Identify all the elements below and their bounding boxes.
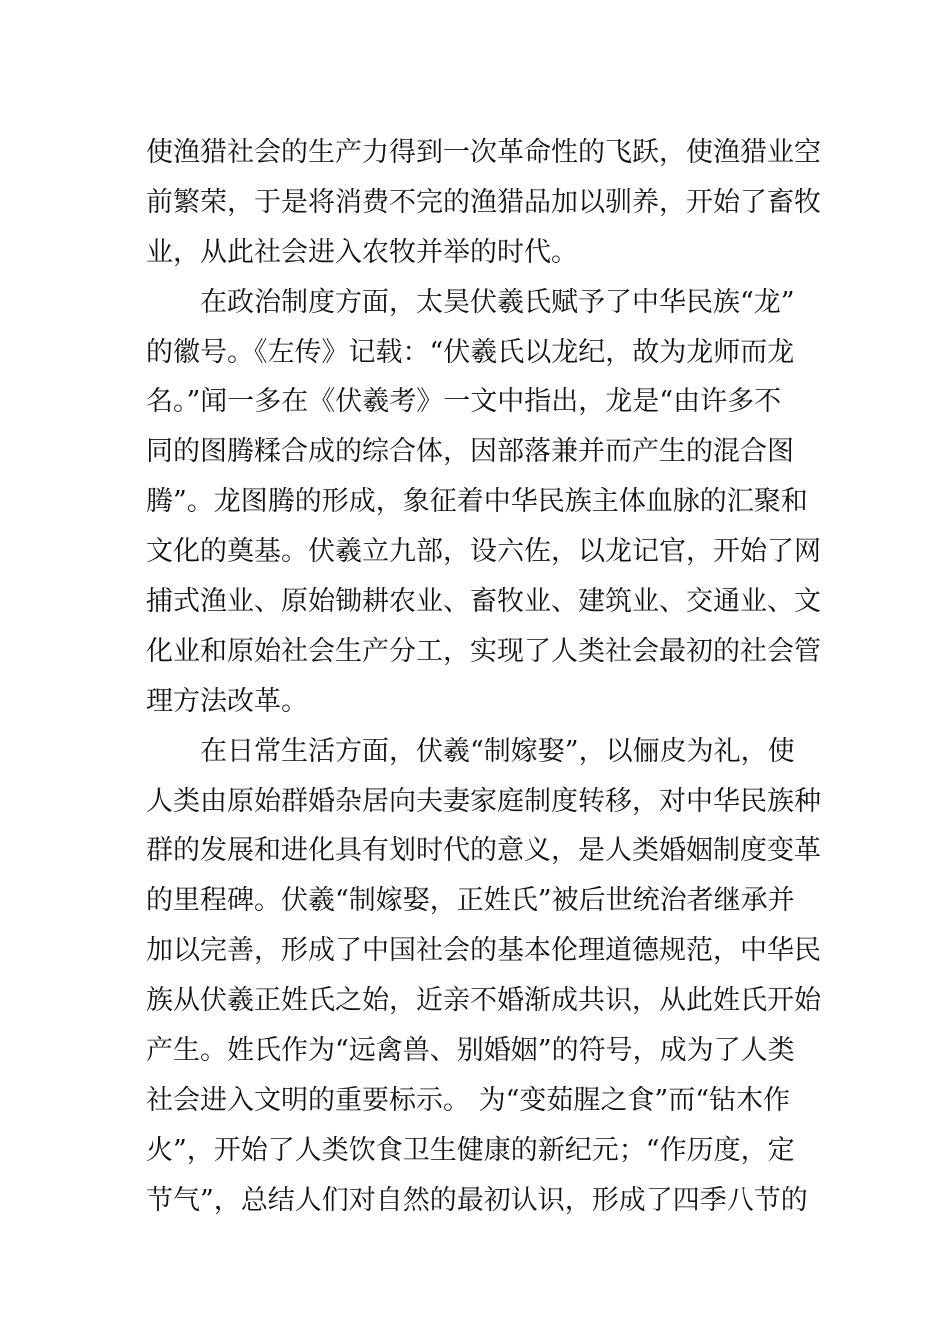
text-line-15: 群的发展和进化具有划时代的意义，是人类婚姻制度变革 bbox=[146, 835, 821, 867]
body-text bbox=[146, 128, 826, 1226]
text-line-13: 在日常生活方面，伏羲“制嫁娶”，以俪皮为礼，使 bbox=[146, 735, 795, 767]
text-line-16: 的里程碑。伏羲“制嫁娶，正姓氏”被后世统治者继承并 bbox=[146, 885, 795, 917]
text-line-5: 的徽号。《左传》记载：“伏羲氏以龙纪，故为龙师而龙 bbox=[146, 336, 795, 368]
text-line-2: 前繁荣，于是将消费不完的渔猎品加以驯养，开始了畜牧 bbox=[146, 186, 821, 218]
text-line-10: 捕式渔业、原始锄耕农业、畜牧业、建筑业、交通业、文 bbox=[146, 586, 821, 618]
text-line-4: 在政治制度方面，太昊伏羲氏赋予了中华民族“龙” bbox=[146, 286, 795, 318]
text-line-8: 腾”。龙图腾的形成，象征着中华民族主体血脉的汇聚和 bbox=[146, 486, 808, 518]
text-line-11: 化业和原始社会生产分工，实现了人类社会最初的社会管 bbox=[146, 635, 821, 667]
text-line-6: 名。”闻一多在《伏羲考》一文中指出，龙是“由许多不 bbox=[146, 386, 782, 418]
text-line-1: 使渔猎社会的生产力得到一次革命性的飞跃，使渔猎业空 bbox=[146, 137, 821, 168]
text-line-14: 人类由原始群婚杂居向夫妻家庭制度转移，对中华民族种 bbox=[146, 785, 821, 817]
text-line-20: 社会进入文明的重要标示。 为“变茹腥之食”而“钻木作 bbox=[146, 1084, 790, 1116]
text-line-22: 节气”，总结人们对自然的最初认识，形成了四季八节的 bbox=[146, 1184, 808, 1216]
text-line-9: 文化的奠基。伏羲立九部，设六佐，以龙记官，开始了网 bbox=[146, 536, 821, 568]
text-line-7: 同的图腾糅合成的综合体，因部落兼并而产生的混合图 bbox=[146, 436, 794, 468]
text-line-18: 族从伏羲正姓氏之始，近亲不婚渐成共识，从此姓氏开始 bbox=[146, 985, 821, 1017]
text-line-12: 理方法改革。 bbox=[146, 685, 308, 717]
text-line-21: 火”，开始了人类饮食卫生健康的新纪元；“作历度，定 bbox=[146, 1134, 795, 1166]
text-line-3: 业，从此社会进入农牧并举的时代。 bbox=[146, 236, 578, 268]
text-line-19: 产生。姓氏作为“远禽兽、别婚姻”的符号，成为了人类 bbox=[146, 1035, 795, 1067]
text-line-17: 加以完善，形成了中国社会的基本伦理道德规范，中华民 bbox=[146, 935, 821, 967]
